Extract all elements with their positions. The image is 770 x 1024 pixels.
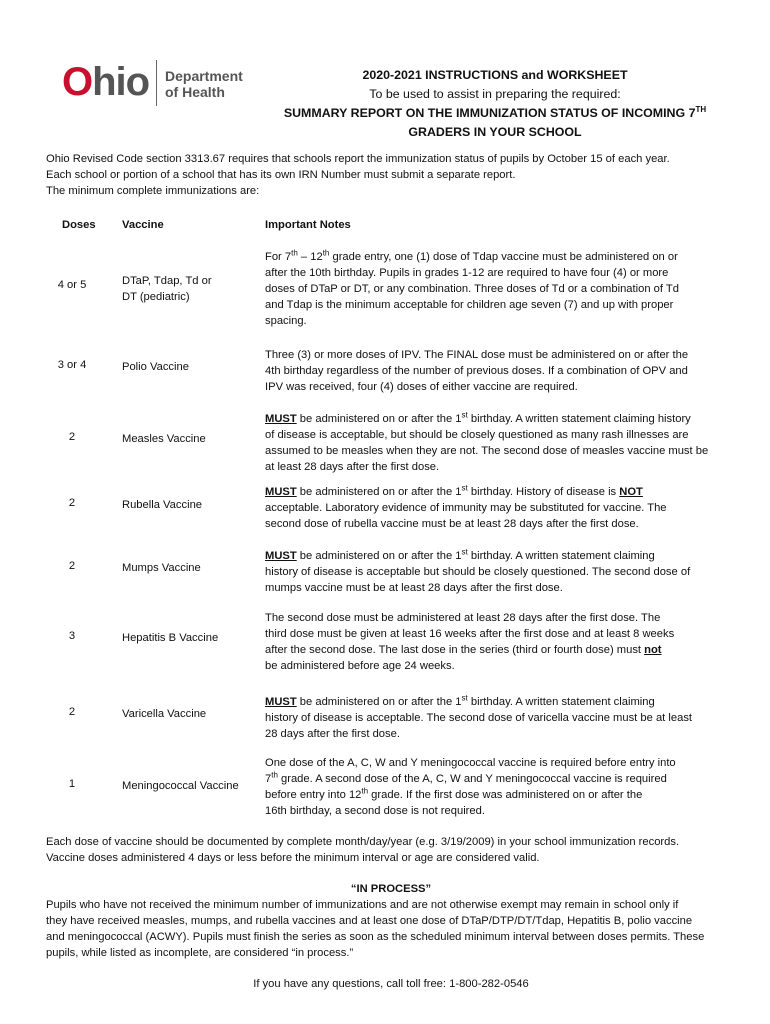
note-line: after the 10th birthday. Pupils in grades 1-12 are required to have four (4) or more	[265, 267, 669, 279]
note-text: birthday. A written statement claiming history	[467, 413, 691, 425]
header-report-title	[260, 104, 730, 123]
note-text: birthday. A written statement claiming	[467, 550, 655, 562]
intro-line: The minimum complete immunizations are:	[46, 185, 260, 197]
note-text: before entry into 12	[265, 789, 362, 801]
row-notes	[265, 755, 723, 819]
header-title: 2020-2021 INSTRUCTIONS and WORKSHEET	[362, 68, 628, 82]
row-vaccine	[122, 273, 252, 305]
must-emphasis: MUST	[265, 696, 297, 708]
row-notes	[265, 249, 723, 329]
note-sup: st	[461, 410, 468, 420]
must-emphasis: MUST	[265, 413, 297, 425]
note-text: birthday. History of disease is	[467, 486, 620, 498]
note-line: spacing.	[265, 315, 307, 327]
row-doses: 2	[68, 497, 76, 509]
must-emphasis: MUST	[265, 486, 297, 498]
note-text: 7	[265, 773, 272, 785]
note-text: be administered on or after the 1	[296, 413, 462, 425]
logo-wordmark-initial: O	[62, 60, 93, 104]
row-notes	[265, 548, 723, 596]
note-text: – 12	[297, 251, 323, 263]
column-header-notes: Important Notes	[265, 219, 351, 231]
row-vaccine: Rubella Vaccine	[122, 499, 203, 511]
note-line: acceptable. Laboratory evidence of immunity may be substituted for vaccine. The	[265, 502, 667, 514]
intro-paragraph	[46, 151, 736, 199]
note-text: grade. If the first dose was administered on or after the	[368, 789, 643, 801]
note-line: 16th birthday, a second dose is not required.	[265, 805, 485, 817]
note-line: of disease is acceptable, but should be closely questioned as many rash illnesses are	[265, 429, 689, 441]
note-sup: st	[461, 693, 468, 703]
note-text: birthday. A written statement claiming	[467, 696, 655, 708]
not-emphasis: not	[644, 644, 662, 656]
in-process-paragraph	[46, 897, 736, 961]
row-doses: 1	[68, 778, 76, 790]
contact-line: If you have any questions, call toll free: 1-800-282-0546	[253, 978, 529, 990]
note-line: Three (3) or more doses of IPV. The FINAL dose must be administered on or after the	[265, 349, 689, 361]
row-doses: 2	[68, 706, 76, 718]
row-doses: 2	[68, 431, 76, 443]
note-line: doses of DTaP or DT, or any combination. Three doses of Td or a combination of Td	[265, 283, 679, 295]
note-text: For 7	[265, 251, 292, 263]
note-text: be administered on or after the 1	[296, 486, 462, 498]
logo-dept-line2: of Health	[165, 84, 225, 100]
header-subtitle: To be used to assist in preparing the required:	[369, 87, 621, 101]
logo-dept-line1: Department	[165, 68, 243, 84]
note-sup: st	[461, 547, 468, 557]
logo-wordmark-rest: hio	[92, 60, 150, 104]
note-text: be administered on or after the 1	[296, 550, 462, 562]
document-header	[260, 66, 730, 142]
note-line: One dose of the A, C, W and Y meningococcal vaccine is required before entry into	[265, 757, 676, 769]
row-vaccine: Meningococcal Vaccine	[122, 780, 239, 792]
note-line: second dose of rubella vaccine must be at least 28 days after the first dose.	[265, 518, 639, 530]
not-emphasis: NOT	[619, 486, 643, 498]
in-process-heading: “IN PROCESS”	[350, 883, 432, 895]
note-line: assumed to be measles when they are not. The second dose of measles vaccine must be	[265, 445, 709, 457]
intro-line: Each school or portion of a school that has its own IRN Number must submit a separate report.	[46, 169, 516, 181]
intro-line: Ohio Revised Code section 3313.67 requires that schools report the immunization status of pupils by October 15 of each year.	[46, 153, 670, 165]
note-sup: th	[322, 248, 330, 258]
in-process-line: pupils, while listed as incomplete, are considered “in process.”	[46, 947, 354, 959]
column-header-vaccine: Vaccine	[122, 219, 164, 231]
logo-department-text	[165, 68, 243, 100]
note-sup: th	[271, 770, 278, 780]
note-text: be administered on or after the 1	[296, 696, 462, 708]
note-line: mumps vaccine must be at least 28 days after the first dose.	[265, 582, 563, 594]
note-line: history of disease is acceptable but should be closely questioned. The second dose of	[265, 566, 691, 578]
row-notes	[265, 411, 723, 475]
logo-wordmark	[62, 62, 149, 102]
row-notes	[265, 484, 723, 532]
note-line: history of disease is acceptable. The second dose of varicella vaccine must be at least	[265, 712, 693, 724]
column-header-doses: Doses	[62, 219, 96, 231]
row-doses: 2	[68, 560, 76, 572]
note-sup: th	[291, 248, 298, 258]
documentation-note	[46, 834, 736, 866]
logo-divider	[156, 60, 157, 106]
note-line: 4th birthday regardless of the number of previous doses. If a combination of OPV and	[265, 365, 688, 377]
note-line: and Tdap is the minimum acceptable for children age seven (7) and up with proper	[265, 299, 674, 311]
note-line: at least 28 days after the first dose.	[265, 461, 440, 473]
row-notes	[265, 610, 723, 674]
row-doses: 3 or 4	[57, 359, 87, 371]
documentation-line: Vaccine doses administered 4 days or less before the minimum interval or age are considered valid.	[46, 852, 540, 864]
row-notes	[265, 694, 723, 742]
row-notes	[265, 347, 723, 395]
note-line: 28 days after the first dose.	[265, 728, 400, 740]
note-line: The second dose must be administered at least 28 days after the first dose. The	[265, 612, 661, 624]
note-text: grade entry, one (1) dose of Tdap vaccine must be administered on or	[329, 251, 678, 263]
note-line: IPV was received, four (4) doses of either vaccine are required.	[265, 381, 578, 393]
note-sup: th	[361, 786, 369, 796]
note-text: grade. A second dose of the A, C, W and Y meningococcal vaccine is required	[277, 773, 667, 785]
note-text: after the second dose. The last dose in the series (third or fourth dose) must	[265, 644, 645, 656]
must-emphasis: MUST	[265, 550, 297, 562]
header-report-title-text: SUMMARY REPORT ON THE IMMUNIZATION STATUS OF INCOMING 7	[283, 106, 696, 120]
in-process-line: and meningococcal (ACWY). Pupils must finish the series as soon as the scheduled minimum interval between doses permits. These	[46, 931, 705, 943]
header-report-title-2: GRADERS IN YOUR SCHOOL	[408, 125, 582, 139]
row-doses: 4 or 5	[57, 279, 87, 291]
header-report-sup: TH	[695, 104, 707, 114]
row-vaccine: Mumps Vaccine	[122, 562, 201, 574]
row-vaccine: Hepatitis B Vaccine	[122, 632, 219, 644]
note-line: third dose must be given at least 16 weeks after the first dose and at least 8 weeks	[265, 628, 675, 640]
row-vaccine: Varicella Vaccine	[122, 708, 207, 720]
in-process-line: they have received measles, mumps, and rubella vaccines and at least one dose of DTaP/DTP/DT/Tdap, Hepatitis B, polio vaccine	[46, 915, 693, 927]
ohio-department-of-health-logo	[62, 60, 262, 106]
documentation-line: Each dose of vaccine should be documented by complete month/day/year (e.g. 3/19/2009) in your school immunization records.	[46, 836, 680, 848]
row-doses: 3	[68, 630, 76, 642]
vaccine-line: DTaP, Tdap, Td or	[122, 275, 212, 287]
in-process-line: Pupils who have not received the minimum number of immunizations and are not otherwise exempt may remain in school only if	[46, 899, 679, 911]
row-vaccine: Polio Vaccine	[122, 361, 189, 373]
vaccine-line: DT (pediatric)	[122, 291, 190, 303]
row-vaccine: Measles Vaccine	[122, 433, 206, 445]
note-sup: st	[461, 483, 468, 493]
note-line: be administered before age 24 weeks.	[265, 660, 455, 672]
